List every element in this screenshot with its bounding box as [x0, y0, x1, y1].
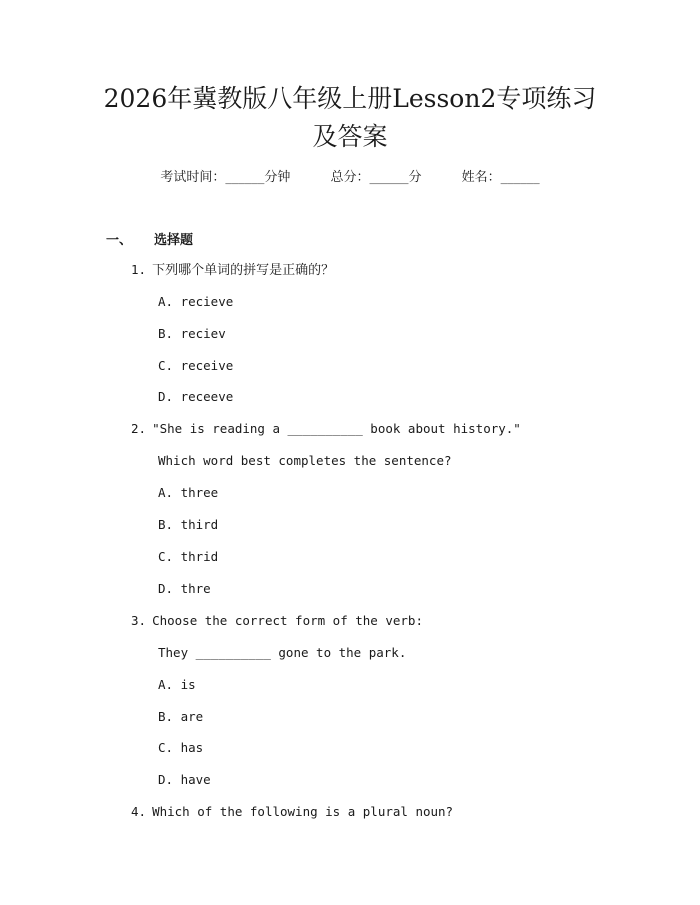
- question-prompt: Choose the correct form of the verb:: [152, 613, 423, 628]
- q3-option-a: A. is: [158, 677, 196, 692]
- q1-option-b: B. reciev: [158, 326, 226, 341]
- question-4: [131, 803, 453, 821]
- question-number: 3.: [131, 613, 147, 628]
- q2-subprompt: Which word best completes the sentence?: [158, 453, 452, 468]
- q3-option-b: B. are: [158, 709, 204, 724]
- q1-option-c: C. receive: [158, 358, 234, 373]
- q3-option-d: D. have: [158, 772, 211, 787]
- q2-option-b: B. third: [158, 517, 219, 532]
- section-heading: [106, 229, 193, 248]
- q3-subprompt: They __________ gone to the park.: [158, 645, 407, 660]
- q2-option-c: C. thrid: [158, 549, 219, 564]
- section-number: 一、: [106, 233, 133, 248]
- name-field: 姓名：______: [461, 170, 540, 185]
- exam-meta: [0, 168, 700, 188]
- question-number: 4.: [131, 804, 147, 819]
- q3-option-c: C. has: [158, 740, 204, 755]
- total-score-field: 总分：______分: [330, 170, 422, 185]
- question-1: [131, 261, 334, 280]
- title-line-2: 及答案: [312, 122, 388, 151]
- question-number: 1.: [131, 262, 147, 277]
- q2-option-d: D. thre: [158, 581, 211, 596]
- document-title: [0, 80, 700, 156]
- question-prompt: Which of the following is a plural noun?: [152, 804, 454, 819]
- question-prompt: "She is reading a __________ book about history.": [152, 421, 521, 436]
- question-number: 2.: [131, 421, 147, 436]
- q1-option-d: D. receeve: [158, 389, 234, 404]
- exam-time-field: 考试时间：______分钟: [160, 170, 291, 185]
- title-line-1: 2026年冀教版八年级上册Lesson2专项练习: [103, 84, 597, 113]
- q1-option-a: A. recieve: [158, 294, 234, 309]
- question-2: [131, 420, 521, 438]
- question-3: [131, 612, 423, 630]
- question-prompt: 下列哪个单词的拼写是正确的？: [152, 263, 335, 278]
- section-title: 选择题: [154, 233, 194, 248]
- q2-option-a: A. three: [158, 485, 219, 500]
